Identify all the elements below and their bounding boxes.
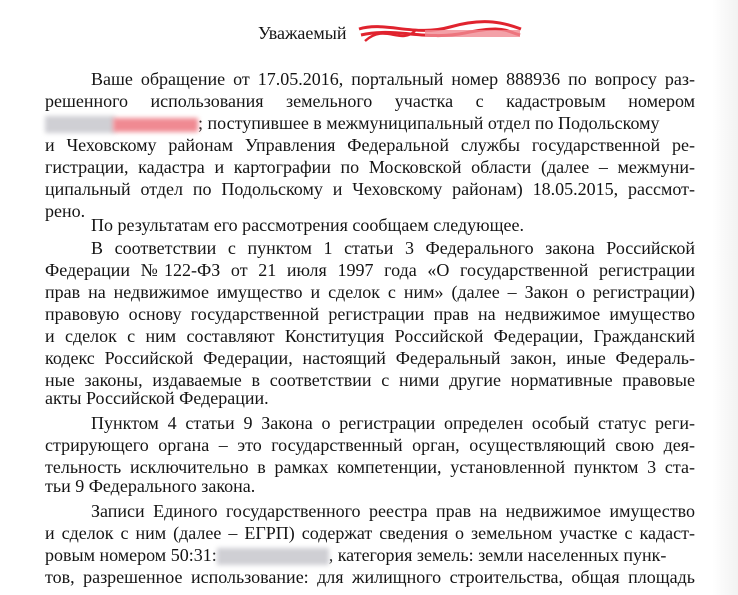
p1-line-7: рено. bbox=[45, 201, 86, 221]
p5-line-3: ровым номером 50:31: , категория земель: земли населенных пунк- bbox=[45, 545, 667, 565]
p3-line-3: прав на недвижимое имущество и сделок с ним» (далее – Закон о регистрации) bbox=[45, 282, 695, 302]
p3-line-2: Федерации №122-ФЗ от 21 июля 1997 года «О государственной регистрации bbox=[45, 260, 695, 280]
p1-line-1: Ваше обращение от 17.05.2016, портальный номер 888936 по вопросу раз- bbox=[91, 69, 695, 89]
scan-shadow bbox=[712, 0, 738, 595]
p1-line-2: решенного использования земельного участка с кадастровым номером bbox=[45, 91, 695, 111]
salutation-text: Уважаемый bbox=[258, 23, 347, 43]
p1-line-5: гистрации, кадастра и картографии по Московской области (далее – межмуни- bbox=[45, 157, 695, 177]
redacted-cadastral-number bbox=[45, 116, 115, 133]
p3-line-8: акты Российской Федерации. bbox=[45, 388, 269, 408]
p3-line-1: В соответствии с пунктом 1 статьи 3 Федерального закона Российской bbox=[91, 238, 695, 258]
p4-line-4: тьи 9 Федерального закона. bbox=[45, 476, 256, 496]
p5-line-2: и сделок с ним (далее – ЕГРП) содержат сведения о земельном участке с кадаст- bbox=[45, 523, 695, 543]
p5-line-4: тов, разрешенное использование: для жилищного строительства, общая площадь bbox=[45, 567, 695, 587]
p5-line-1: Записи Единого государственного реестра прав на недвижимое имущество bbox=[91, 501, 695, 521]
p3-line-7: ные законы, издаваемые в соответствии с ними другие нормативные правовые bbox=[45, 370, 695, 390]
p1-line-4: и Чеховскому районам Управления Федеральной службы государственной ре- bbox=[45, 135, 695, 155]
redaction-scribble bbox=[355, 15, 525, 51]
p1-line-6: ципальный отдел по Подольскому и Чеховскому районам) 18.05.2015, рассмот- bbox=[45, 179, 695, 199]
p3-line-4: правовую основу государственной регистрации прав на недвижимое имущество bbox=[45, 304, 695, 324]
p4-line-2: стрирующего органа – это государственный орган, осуществляющий свою дея- bbox=[45, 435, 695, 455]
p3-line-6: кодекс Российской Федерации, настоящий Федеральный закон, иные Федераль- bbox=[45, 348, 695, 368]
p2-line-1: По результатам его рассмотрения сообщаем следующее. bbox=[91, 215, 524, 235]
p1-line-3: ; поступившее в межмуниципальный отдел по Подольскому bbox=[45, 112, 695, 134]
p4-line-3: тельность исключительно в рамках компетенции, установленной пунктом 3 ста- bbox=[45, 457, 695, 477]
salutation bbox=[258, 22, 347, 44]
redacted-cadastral-number-red bbox=[113, 118, 198, 132]
p4-line-1: Пунктом 4 статьи 9 Закона о регистрации определен особый статус реги- bbox=[91, 413, 695, 433]
p3-line-5: и сделок с ним составляют Конституция Российской Федерации, Гражданский bbox=[45, 326, 695, 346]
redacted-cadastral-number-2 bbox=[217, 548, 329, 565]
